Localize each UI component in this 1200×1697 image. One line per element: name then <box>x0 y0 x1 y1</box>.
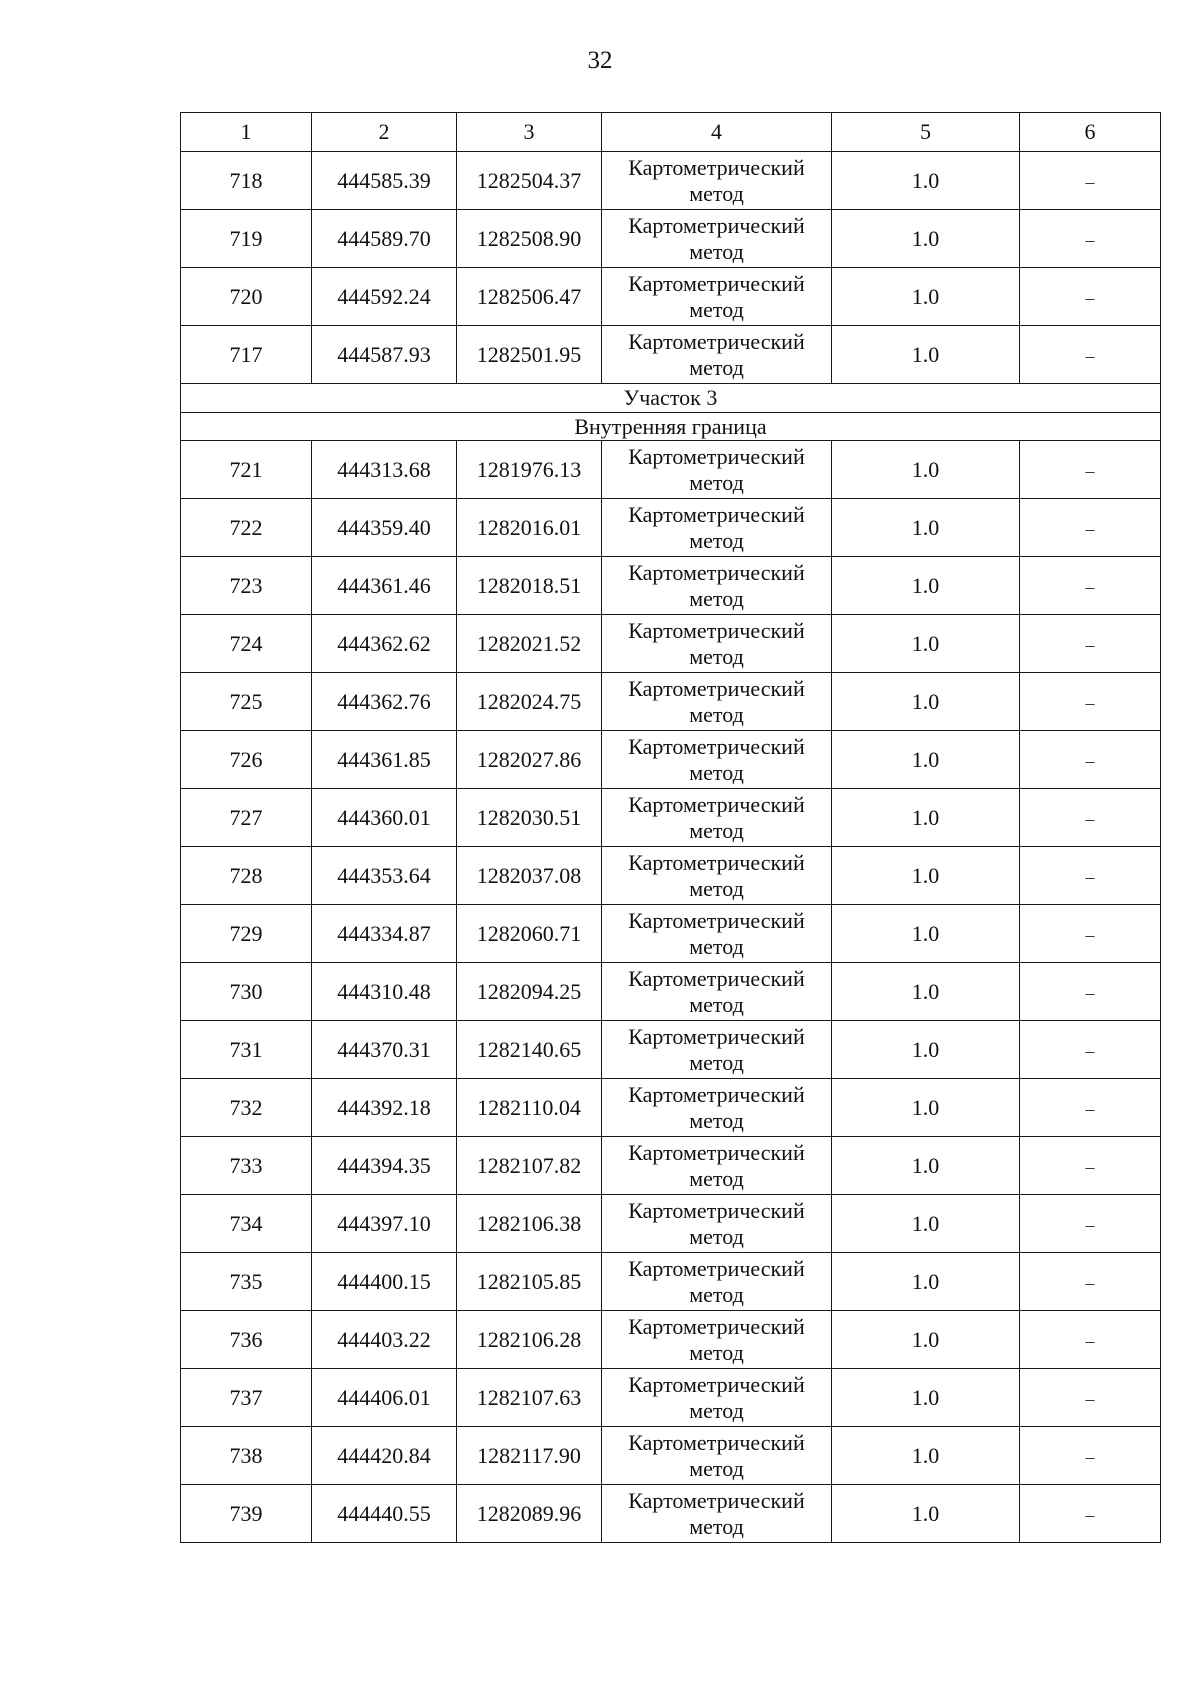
y-coordinate-cell: 1282089.96 <box>457 1485 602 1543</box>
method-cell <box>602 557 832 615</box>
header-cell-1: 1 <box>181 113 312 152</box>
method-cell <box>602 1485 832 1543</box>
method-cell <box>602 1253 832 1311</box>
note-cell-text: – <box>1085 1214 1095 1235</box>
table-row <box>181 673 1161 731</box>
accuracy-cell: 1.0 <box>832 1485 1020 1543</box>
accuracy-cell: 1.0 <box>832 847 1020 905</box>
method-cell <box>602 326 832 384</box>
accuracy-cell: 1.0 <box>832 1253 1020 1311</box>
note-cell-text: – <box>1085 750 1095 771</box>
method-cell-text: Картометрический метод <box>628 792 805 843</box>
accuracy-cell: 1.0 <box>832 557 1020 615</box>
table-row <box>181 905 1161 963</box>
y-coordinate-cell: 1281976.13 <box>457 441 602 499</box>
x-coordinate-cell: 444420.84 <box>312 1427 457 1485</box>
accuracy-cell: 1.0 <box>832 1079 1020 1137</box>
note-cell <box>1020 1253 1161 1311</box>
table-row <box>181 615 1161 673</box>
point-number-cell: 732 <box>181 1079 312 1137</box>
method-cell <box>602 847 832 905</box>
coordinates-table <box>180 112 1161 1543</box>
method-cell <box>602 441 832 499</box>
method-cell-text: Картометрический метод <box>628 560 805 611</box>
table-row <box>181 499 1161 557</box>
point-number-cell: 739 <box>181 1485 312 1543</box>
method-cell-text: Картометрический метод <box>628 1256 805 1307</box>
x-coordinate-cell: 444587.93 <box>312 326 457 384</box>
note-cell-text: – <box>1085 1156 1095 1177</box>
y-coordinate-cell: 1282021.52 <box>457 615 602 673</box>
point-number-cell: 723 <box>181 557 312 615</box>
accuracy-cell: 1.0 <box>832 731 1020 789</box>
page-number: 32 <box>587 47 613 74</box>
note-cell <box>1020 1485 1161 1543</box>
header-cell-3: 3 <box>457 113 602 152</box>
method-cell <box>602 1021 832 1079</box>
point-number-cell: 725 <box>181 673 312 731</box>
table-row <box>181 963 1161 1021</box>
accuracy-cell: 1.0 <box>832 1427 1020 1485</box>
point-number-cell: 728 <box>181 847 312 905</box>
y-coordinate-cell: 1282030.51 <box>457 789 602 847</box>
accuracy-cell: 1.0 <box>832 1311 1020 1369</box>
table-row <box>181 152 1161 210</box>
y-coordinate-cell: 1282508.90 <box>457 210 602 268</box>
method-cell-text: Картометрический метод <box>628 1024 805 1075</box>
point-number-cell: 726 <box>181 731 312 789</box>
method-cell <box>602 1195 832 1253</box>
table-row <box>181 268 1161 326</box>
accuracy-cell: 1.0 <box>832 615 1020 673</box>
method-cell-text: Картометрический метод <box>628 1140 805 1191</box>
y-coordinate-cell: 1282060.71 <box>457 905 602 963</box>
note-cell <box>1020 1021 1161 1079</box>
y-coordinate-cell: 1282506.47 <box>457 268 602 326</box>
subsection-title-row <box>181 413 1161 441</box>
point-number-cell: 733 <box>181 1137 312 1195</box>
x-coordinate-cell: 444360.01 <box>312 789 457 847</box>
method-cell <box>602 152 832 210</box>
method-cell-text: Картометрический метод <box>628 444 805 495</box>
note-cell <box>1020 615 1161 673</box>
method-cell <box>602 1079 832 1137</box>
x-coordinate-cell: 444362.62 <box>312 615 457 673</box>
method-cell-text: Картометрический метод <box>628 676 805 727</box>
x-coordinate-cell: 444585.39 <box>312 152 457 210</box>
header-cell-6: 6 <box>1020 113 1161 152</box>
table-row <box>181 847 1161 905</box>
note-cell-text: – <box>1085 460 1095 481</box>
section-title-row <box>181 384 1161 413</box>
point-number-cell: 734 <box>181 1195 312 1253</box>
point-number-cell: 729 <box>181 905 312 963</box>
y-coordinate-cell: 1282501.95 <box>457 326 602 384</box>
method-cell-text: Картометрический метод <box>628 1198 805 1249</box>
y-coordinate-cell: 1282094.25 <box>457 963 602 1021</box>
note-cell <box>1020 1079 1161 1137</box>
method-cell <box>602 1427 832 1485</box>
y-coordinate-cell: 1282018.51 <box>457 557 602 615</box>
method-cell-text: Картометрический метод <box>628 734 805 785</box>
note-cell-text: – <box>1085 576 1095 597</box>
accuracy-cell: 1.0 <box>832 1137 1020 1195</box>
method-cell-text: Картометрический метод <box>628 1082 805 1133</box>
method-cell <box>602 905 832 963</box>
x-coordinate-cell: 444397.10 <box>312 1195 457 1253</box>
note-cell-text: – <box>1085 1272 1095 1293</box>
accuracy-cell: 1.0 <box>832 963 1020 1021</box>
y-coordinate-cell: 1282024.75 <box>457 673 602 731</box>
accuracy-cell: 1.0 <box>832 152 1020 210</box>
point-number-cell: 717 <box>181 326 312 384</box>
note-cell-text: – <box>1085 171 1095 192</box>
note-cell <box>1020 1427 1161 1485</box>
y-coordinate-cell: 1282117.90 <box>457 1427 602 1485</box>
note-cell-text: – <box>1085 229 1095 250</box>
method-cell <box>602 1369 832 1427</box>
note-cell-text: – <box>1085 1446 1095 1467</box>
x-coordinate-cell: 444310.48 <box>312 963 457 1021</box>
accuracy-cell: 1.0 <box>832 1369 1020 1427</box>
point-number-cell: 719 <box>181 210 312 268</box>
table-row <box>181 1485 1161 1543</box>
method-cell-text: Картометрический метод <box>628 502 805 553</box>
accuracy-cell: 1.0 <box>832 326 1020 384</box>
method-cell-text: Картометрический метод <box>628 1488 805 1539</box>
method-cell <box>602 963 832 1021</box>
note-cell <box>1020 789 1161 847</box>
point-number-cell: 738 <box>181 1427 312 1485</box>
note-cell-text: – <box>1085 808 1095 829</box>
method-cell <box>602 1311 832 1369</box>
method-cell-text: Картометрический метод <box>628 213 805 264</box>
method-cell-text: Картометрический метод <box>628 1372 805 1423</box>
note-cell-text: – <box>1085 1388 1095 1409</box>
method-cell-text: Картометрический метод <box>628 1314 805 1365</box>
x-coordinate-cell: 444392.18 <box>312 1079 457 1137</box>
x-coordinate-cell: 444359.40 <box>312 499 457 557</box>
note-cell <box>1020 847 1161 905</box>
accuracy-cell: 1.0 <box>832 1021 1020 1079</box>
accuracy-cell: 1.0 <box>832 789 1020 847</box>
y-coordinate-cell: 1282106.28 <box>457 1311 602 1369</box>
table-row <box>181 1079 1161 1137</box>
method-cell <box>602 789 832 847</box>
table-row <box>181 1137 1161 1195</box>
note-cell <box>1020 1311 1161 1369</box>
table-row <box>181 1253 1161 1311</box>
x-coordinate-cell: 444403.22 <box>312 1311 457 1369</box>
method-cell-text: Картометрический метод <box>628 155 805 206</box>
y-coordinate-cell: 1282037.08 <box>457 847 602 905</box>
y-coordinate-cell: 1282107.63 <box>457 1369 602 1427</box>
accuracy-cell: 1.0 <box>832 499 1020 557</box>
table-row <box>181 1427 1161 1485</box>
note-cell <box>1020 152 1161 210</box>
note-cell-text: – <box>1085 982 1095 1003</box>
y-coordinate-cell: 1282110.04 <box>457 1079 602 1137</box>
x-coordinate-cell: 444362.76 <box>312 673 457 731</box>
table-row <box>181 441 1161 499</box>
method-cell <box>602 1137 832 1195</box>
note-cell-text: – <box>1085 1330 1095 1351</box>
x-coordinate-cell: 444313.68 <box>312 441 457 499</box>
point-number-cell: 735 <box>181 1253 312 1311</box>
note-cell <box>1020 499 1161 557</box>
coordinates-table-body <box>181 113 1161 1543</box>
table-row <box>181 1021 1161 1079</box>
note-cell-text: – <box>1085 1098 1095 1119</box>
note-cell-text: – <box>1085 634 1095 655</box>
method-cell-text: Картометрический метод <box>628 850 805 901</box>
x-coordinate-cell: 444361.85 <box>312 731 457 789</box>
x-coordinate-cell: 444370.31 <box>312 1021 457 1079</box>
x-coordinate-cell: 444406.01 <box>312 1369 457 1427</box>
point-number-cell: 736 <box>181 1311 312 1369</box>
x-coordinate-cell: 444334.87 <box>312 905 457 963</box>
x-coordinate-cell: 444353.64 <box>312 847 457 905</box>
accuracy-cell: 1.0 <box>832 268 1020 326</box>
y-coordinate-cell: 1282105.85 <box>457 1253 602 1311</box>
method-cell <box>602 210 832 268</box>
method-cell <box>602 268 832 326</box>
note-cell <box>1020 905 1161 963</box>
accuracy-cell: 1.0 <box>832 1195 1020 1253</box>
note-cell <box>1020 326 1161 384</box>
accuracy-cell: 1.0 <box>832 441 1020 499</box>
method-cell <box>602 731 832 789</box>
note-cell <box>1020 963 1161 1021</box>
point-number-cell: 720 <box>181 268 312 326</box>
table-row <box>181 1195 1161 1253</box>
point-number-cell: 731 <box>181 1021 312 1079</box>
header-cell-4: 4 <box>602 113 832 152</box>
note-cell-text: – <box>1085 345 1095 366</box>
header-cell-2: 2 <box>312 113 457 152</box>
note-cell <box>1020 731 1161 789</box>
note-cell <box>1020 557 1161 615</box>
section-title: Участок 3 <box>181 384 1161 413</box>
note-cell-text: – <box>1085 1504 1095 1525</box>
note-cell-text: – <box>1085 1040 1095 1061</box>
table-row <box>181 789 1161 847</box>
note-cell <box>1020 441 1161 499</box>
y-coordinate-cell: 1282016.01 <box>457 499 602 557</box>
method-cell-text: Картометрический метод <box>628 618 805 669</box>
note-cell <box>1020 1195 1161 1253</box>
method-cell-text: Картометрический метод <box>628 908 805 959</box>
note-cell-text: – <box>1085 518 1095 539</box>
point-number-cell: 722 <box>181 499 312 557</box>
header-row <box>181 113 1161 152</box>
x-coordinate-cell: 444440.55 <box>312 1485 457 1543</box>
method-cell <box>602 673 832 731</box>
accuracy-cell: 1.0 <box>832 673 1020 731</box>
method-cell-text: Картометрический метод <box>628 271 805 322</box>
point-number-cell: 730 <box>181 963 312 1021</box>
note-cell <box>1020 210 1161 268</box>
method-cell-text: Картометрический метод <box>628 1430 805 1481</box>
method-cell <box>602 499 832 557</box>
subsection-title: Внутренняя граница <box>181 413 1161 441</box>
table-row <box>181 1311 1161 1369</box>
method-cell-text: Картометрический метод <box>628 329 805 380</box>
point-number-cell: 721 <box>181 441 312 499</box>
note-cell <box>1020 268 1161 326</box>
point-number-cell: 737 <box>181 1369 312 1427</box>
y-coordinate-cell: 1282140.65 <box>457 1021 602 1079</box>
note-cell <box>1020 673 1161 731</box>
table-row <box>181 731 1161 789</box>
x-coordinate-cell: 444592.24 <box>312 268 457 326</box>
accuracy-cell: 1.0 <box>832 210 1020 268</box>
method-cell <box>602 615 832 673</box>
note-cell-text: – <box>1085 924 1095 945</box>
note-cell-text: – <box>1085 692 1095 713</box>
point-number-cell: 727 <box>181 789 312 847</box>
y-coordinate-cell: 1282027.86 <box>457 731 602 789</box>
table-row <box>181 1369 1161 1427</box>
note-cell <box>1020 1369 1161 1427</box>
note-cell <box>1020 1137 1161 1195</box>
accuracy-cell: 1.0 <box>832 905 1020 963</box>
point-number-cell: 718 <box>181 152 312 210</box>
x-coordinate-cell: 444394.35 <box>312 1137 457 1195</box>
table-row <box>181 210 1161 268</box>
x-coordinate-cell: 444361.46 <box>312 557 457 615</box>
table-row <box>181 326 1161 384</box>
y-coordinate-cell: 1282107.82 <box>457 1137 602 1195</box>
note-cell-text: – <box>1085 866 1095 887</box>
x-coordinate-cell: 444589.70 <box>312 210 457 268</box>
y-coordinate-cell: 1282504.37 <box>457 152 602 210</box>
header-cell-5: 5 <box>832 113 1020 152</box>
x-coordinate-cell: 444400.15 <box>312 1253 457 1311</box>
note-cell-text: – <box>1085 287 1095 308</box>
y-coordinate-cell: 1282106.38 <box>457 1195 602 1253</box>
method-cell-text: Картометрический метод <box>628 966 805 1017</box>
point-number-cell: 724 <box>181 615 312 673</box>
table-row <box>181 557 1161 615</box>
